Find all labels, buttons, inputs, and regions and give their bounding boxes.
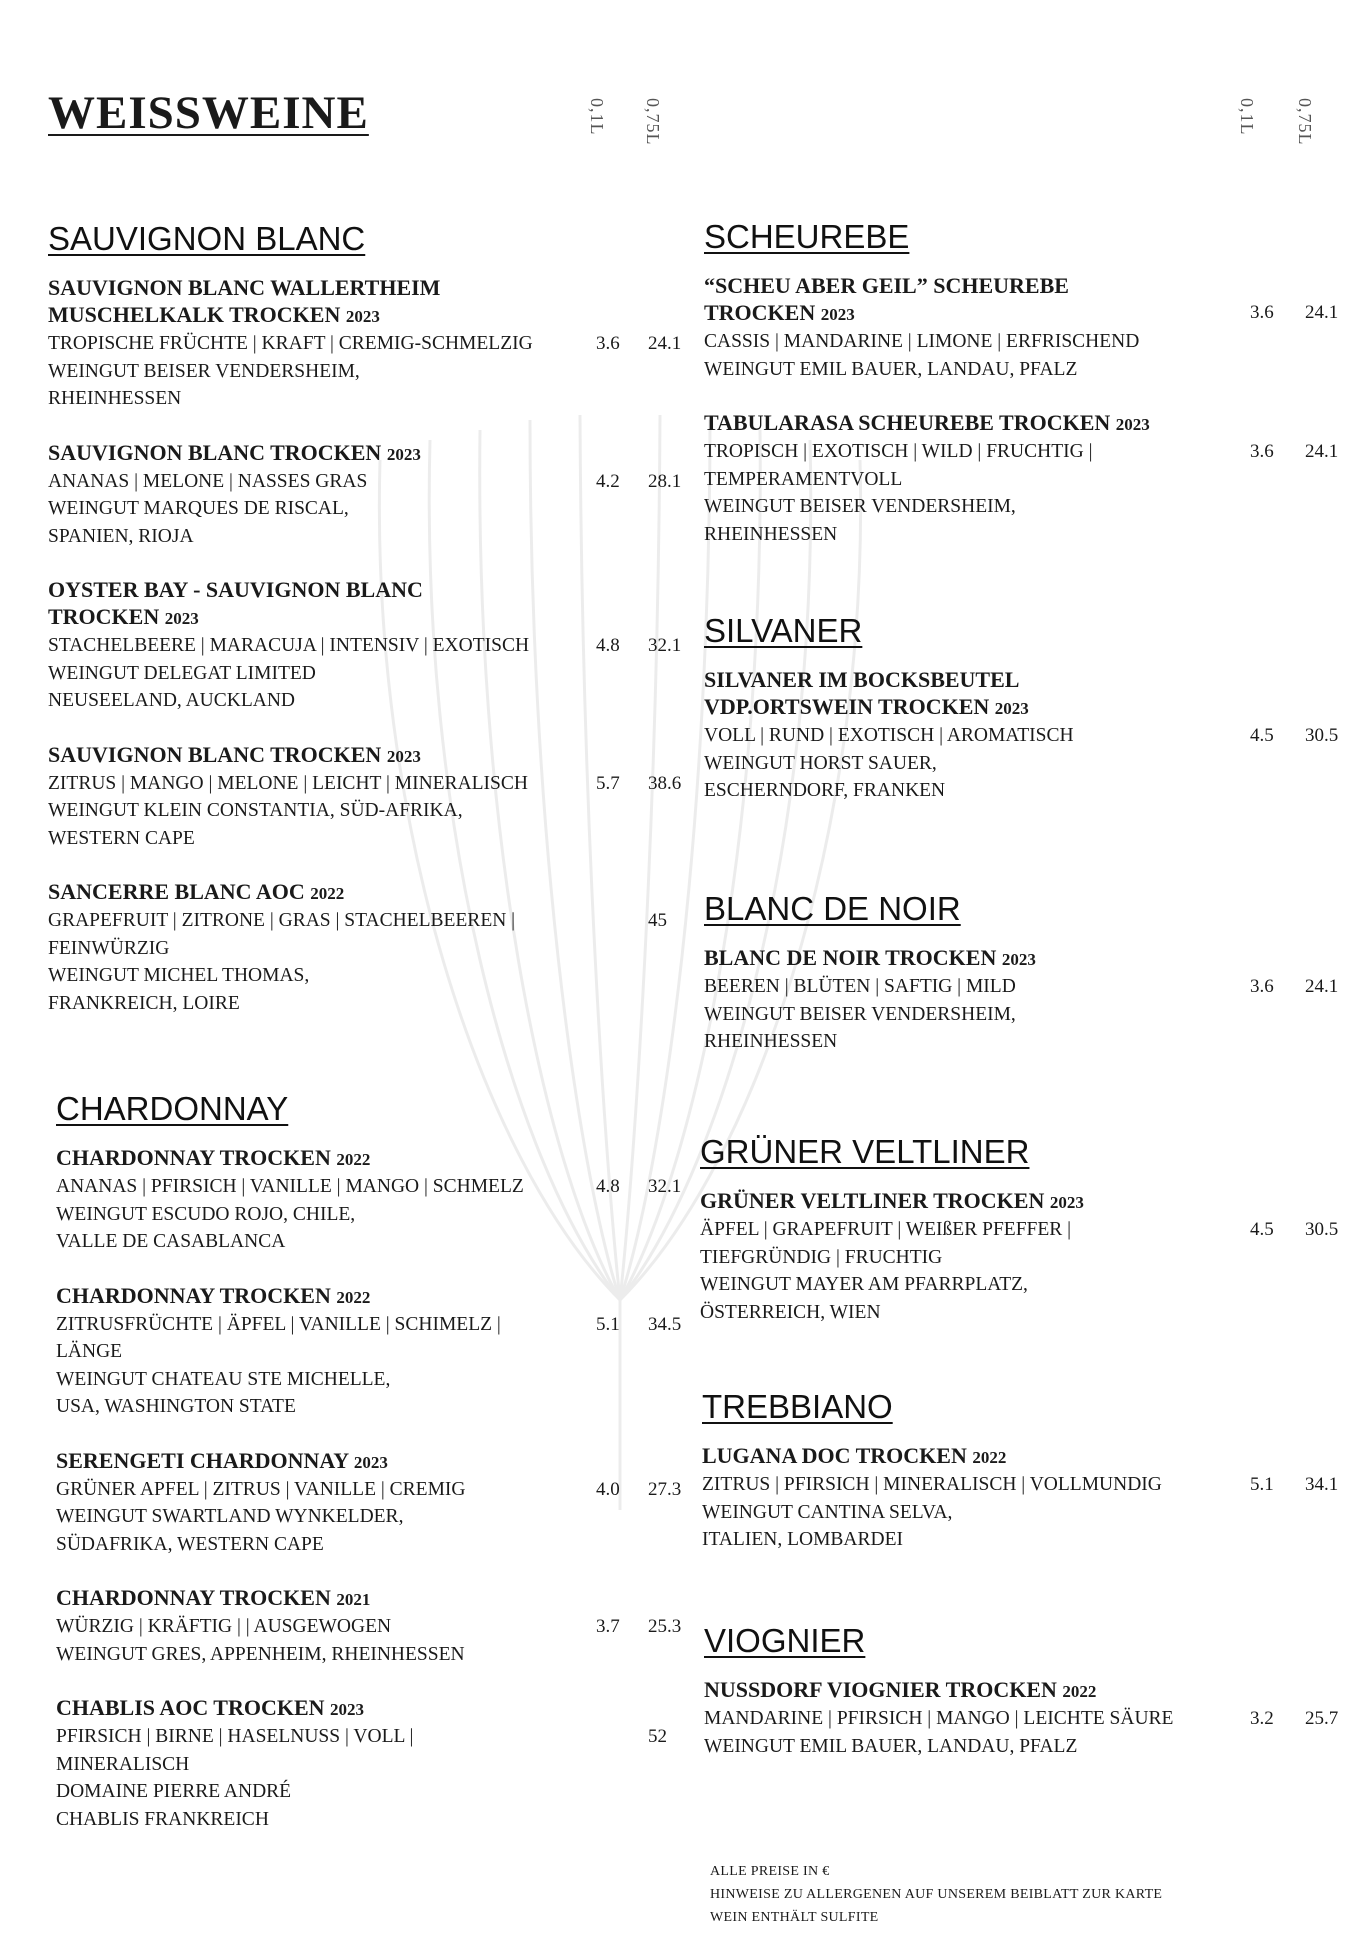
line-text: TROPISCHE FRÜCHTE | KRAFT | CREMIG-SCHMELZIG <box>48 333 533 354</box>
line-text: WEINGUT ESCUDO ROJO, CHILE, <box>56 1203 356 1225</box>
line-text: SÜDAFRIKA, WESTERN CAPE <box>56 1533 324 1555</box>
wine-item <box>48 274 682 413</box>
line-text: GRÜNER APFEL | ZITRUS | VANILLE | CREMIG <box>56 1478 466 1500</box>
section-chardonnay <box>56 1090 682 1859</box>
wine-name <box>56 1694 524 1723</box>
wine-name <box>704 1676 1173 1705</box>
line-text: WEINGUT MAYER AM PFARRPLATZ, <box>700 1274 1028 1295</box>
producer-origin <box>704 1028 1036 1056</box>
wine-name-text: SANCERRE BLANC AOC <box>48 879 305 904</box>
producer-origin <box>704 1733 1173 1761</box>
line-text: WEINGUT CANTINA SELVA, <box>702 1501 953 1523</box>
wine-item <box>700 1187 1339 1326</box>
producer-origin <box>700 1244 1084 1272</box>
line-text: WEINGUT GRES, APPENHEIM, RHEINHESSEN <box>56 1643 465 1665</box>
price-bottle: 27.3 <box>648 1478 682 1500</box>
line-text: WEINGUT MARQUES DE RISCAL, <box>48 498 349 519</box>
line-text: WESTERN CAPE <box>48 827 195 849</box>
producer-origin <box>56 1751 524 1779</box>
wine-name-line2 <box>704 693 1074 722</box>
wine-name <box>704 666 1074 693</box>
tasting-notes <box>48 770 682 798</box>
wine-item <box>56 1584 682 1668</box>
price-bottle: 32.1 <box>648 1176 682 1197</box>
line-text: VOLL | RUND | EXOTISCH | AROMATISCH <box>704 725 1074 746</box>
line-text: WEINGUT MICHEL THOMAS, <box>48 965 310 986</box>
line-text: ANANAS | PFIRSICH | VANILLE | MANGO | SCHMELZ <box>56 1176 524 1197</box>
line-text: BEEREN | BLÜTEN | SAFTIG | MILD <box>704 976 1016 997</box>
line-text: WEINGUT EMIL BAUER, LANDAU, PFALZ <box>704 358 1078 380</box>
vintage-year: 2023 <box>353 1452 388 1472</box>
section-heading: BLANC DE NOIR <box>704 890 961 927</box>
producer-origin <box>700 1299 1084 1327</box>
tasting-notes <box>704 722 1339 750</box>
tasting-notes <box>704 973 1339 1001</box>
vintage-year: 2023 <box>345 307 380 326</box>
wine-name-text: GRÜNER VELTLINER TROCKEN <box>700 1188 1045 1213</box>
price-bottle: 24.1 <box>648 333 682 354</box>
producer-origin <box>704 466 1150 494</box>
line-text: ANANAS | MELONE | NASSES GRAS <box>48 470 368 492</box>
price-glass: 5.1 <box>596 1313 620 1335</box>
line-text: WEINGUT CHATEAU STE MICHELLE, <box>56 1368 391 1390</box>
line-text: WEINGUT BEISER VENDERSHEIM, <box>48 360 360 382</box>
section-heading: SILVANER <box>704 612 863 649</box>
line-text: TIEFGRÜNDIG | FRUCHTIG <box>700 1246 943 1268</box>
vintage-year: 2023 <box>1115 415 1150 434</box>
vintage-year: 2022 <box>310 884 345 903</box>
price-glass: 3.2 <box>1250 1708 1274 1729</box>
line-text: STACHELBEERE | MARACUJA | INTENSIV | EXOTISCH <box>48 635 530 656</box>
wine-name <box>48 576 533 603</box>
price-bottle: 24.1 <box>1305 976 1339 997</box>
footer-line: HINWEISE ZU ALLERGENEN AUF UNSEREM BEIBLATT ZUR KARTE <box>710 1887 1163 1902</box>
section-heading: CHARDONNAY <box>56 1090 289 1127</box>
price-bottle: 28.1 <box>648 470 682 492</box>
line-text: MINERALISCH <box>56 1753 190 1775</box>
wine-name-text: CHABLIS AOC TROCKEN <box>56 1695 325 1720</box>
producer-origin <box>56 1531 524 1559</box>
price-glass: 3.6 <box>1250 302 1274 323</box>
vintage-year: 2023 <box>1049 1193 1084 1212</box>
producer-origin <box>704 493 1150 521</box>
producer-origin <box>56 1393 524 1421</box>
wine-name-text: SAUVIGNON BLANC TROCKEN <box>48 741 382 767</box>
price-header-small-right: 0,1L <box>1237 98 1257 136</box>
wine-name-text: BLANC DE NOIR TROCKEN <box>704 945 997 970</box>
price-bottle: 34.5 <box>648 1313 682 1335</box>
wine-name <box>56 1584 524 1613</box>
tasting-notes <box>704 1705 1339 1733</box>
line-text: RHEINHESSEN <box>704 523 838 545</box>
price-glass: 5.7 <box>596 772 620 794</box>
vintage-year: 2022 <box>972 1448 1007 1467</box>
price-glass: 4.2 <box>596 470 620 492</box>
producer-origin <box>48 358 533 386</box>
tasting-notes <box>48 907 667 935</box>
vintage-year: 2021 <box>336 1590 371 1609</box>
wine-item <box>702 1442 1339 1554</box>
wine-name-text: TABULARASA SCHEUREBE TROCKEN <box>704 410 1111 435</box>
line-text: WEINGUT DELEGAT LIMITED <box>48 662 316 684</box>
wine-name-text: CHARDONNAY TROCKEN <box>56 1585 331 1610</box>
producer-origin <box>48 687 533 715</box>
line-text: ZITRUS | MANGO | MELONE | LEICHT | MINERALISCH <box>48 772 528 794</box>
wine-name-text: MUSCHELKALK TROCKEN <box>48 302 341 327</box>
price-glass: 4.5 <box>1250 1219 1274 1240</box>
wine-name-text: SAUVIGNON BLANC TROCKEN <box>48 439 382 465</box>
line-text: USA, WASHINGTON STATE <box>56 1396 296 1417</box>
wine-name <box>56 1282 524 1311</box>
wine-item <box>56 1447 682 1559</box>
wine-item <box>704 1676 1339 1760</box>
tasting-notes <box>56 1723 667 1751</box>
price-glass: 5.1 <box>1250 1474 1274 1495</box>
line-text: VALLE DE CASABLANCA <box>56 1231 286 1252</box>
vintage-year: 2023 <box>386 444 421 464</box>
wine-item <box>704 666 1339 805</box>
section-heading: VIOGNIER <box>704 1622 866 1659</box>
price-bottle: 24.1 <box>1305 302 1339 323</box>
wine-item <box>704 272 1339 383</box>
wine-name-text: CHARDONNAY TROCKEN <box>56 1145 331 1170</box>
vintage-year: 2023 <box>994 699 1029 718</box>
vintage-year: 2022 <box>1062 1682 1097 1701</box>
price-bottle: 52 <box>648 1726 667 1747</box>
producer-origin <box>704 521 1150 549</box>
price-header-large-left: 0,75L <box>643 98 663 146</box>
price-bottle: 25.7 <box>1305 1708 1339 1729</box>
wine-item <box>704 944 1339 1056</box>
producer-origin <box>56 1503 524 1531</box>
wine-name-text: NUSSDORF VIOGNIER TROCKEN <box>704 1677 1057 1702</box>
section-heading: TREBBIANO <box>702 1388 893 1425</box>
price-bottle: 24.1 <box>1305 441 1339 462</box>
wine-name <box>704 409 1150 438</box>
line-text: CASSIS | MANDARINE | LIMONE | ERFRISCHEND <box>704 331 1140 352</box>
wine-item <box>48 576 682 715</box>
producer-origin <box>700 1271 1084 1299</box>
line-text: ITALIEN, LOMBARDEI <box>702 1529 903 1550</box>
footer-notes <box>710 1860 1162 1929</box>
section-sauvignon-blanc <box>48 220 682 1043</box>
tasting-notes <box>704 438 1339 466</box>
vintage-year: 2023 <box>386 746 421 766</box>
price-bottle: 38.6 <box>648 772 682 794</box>
tasting-notes <box>702 1471 1339 1499</box>
vintage-year: 2022 <box>336 1287 371 1307</box>
producer-origin <box>48 825 533 853</box>
wine-name <box>704 944 1036 973</box>
tasting-notes <box>56 1613 682 1641</box>
section-viognier <box>704 1622 1339 1786</box>
price-glass: 3.6 <box>1250 976 1274 997</box>
producer-origin <box>704 356 1150 384</box>
footer-line: WEIN ENTHÄLT SULFITE <box>710 1910 879 1925</box>
producer-origin <box>704 750 1074 778</box>
line-text: RHEINHESSEN <box>704 1031 838 1052</box>
line-text: LÄNGE <box>56 1341 123 1362</box>
tasting-notes <box>704 328 1150 356</box>
section-scheurebe <box>704 218 1339 574</box>
wine-name <box>48 439 533 468</box>
line-text: WÜRZIG | KRÄFTIG | | AUSGEWOGEN <box>56 1616 392 1637</box>
line-text: WEINGUT KLEIN CONSTANTIA, SÜD-AFRIKA, <box>48 800 463 821</box>
producer-origin <box>56 1806 524 1834</box>
wine-name-text: “SCHEU ABER GEIL” SCHEUREBE <box>704 273 1069 298</box>
page-title: WEISSWEINE <box>48 87 369 139</box>
section-grüner-veltliner <box>700 1133 1339 1352</box>
section-silvaner <box>704 612 1339 831</box>
producer-origin <box>48 660 533 688</box>
producer-origin <box>56 1366 524 1394</box>
footer-line: ALLE PREISE IN € <box>710 1864 830 1879</box>
wine-item <box>48 878 667 1017</box>
producer-origin <box>702 1499 1162 1527</box>
line-text: DOMAINE PIERRE ANDRÉ <box>56 1781 292 1802</box>
wine-item <box>48 439 682 551</box>
tasting-notes <box>56 1173 682 1201</box>
wine-name <box>704 272 1150 299</box>
wine-name <box>700 1187 1084 1216</box>
wine-name-line2 <box>48 301 533 330</box>
wine-item <box>56 1144 682 1256</box>
producer-origin <box>48 797 533 825</box>
vintage-year: 2023 <box>164 609 199 628</box>
line-text: WEINGUT EMIL BAUER, LANDAU, PFALZ <box>704 1735 1078 1757</box>
line-text: WEINGUT BEISER VENDERSHEIM, <box>704 496 1016 517</box>
tasting-notes <box>56 1476 682 1504</box>
price-glass: 4.5 <box>1250 725 1274 746</box>
line-text: NEUSEELAND, AUCKLAND <box>48 690 295 711</box>
line-text: SPANIEN, RIOJA <box>48 525 194 547</box>
producer-origin <box>56 1641 524 1669</box>
producer-origin <box>48 495 533 523</box>
producer-origin <box>56 1338 524 1366</box>
line-text: TROPISCH | EXOTISCH | WILD | FRUCHTIG | <box>704 441 1093 462</box>
producer-origin <box>56 1201 524 1229</box>
wine-name-text: SAUVIGNON BLANC WALLERTHEIM <box>48 275 441 300</box>
wine-name <box>48 741 533 770</box>
line-text: ÄPFEL | GRAPEFRUIT | WEIßER PFEFFER | <box>700 1219 1072 1240</box>
line-text: GRAPEFRUIT | ZITRONE | GRAS | STACHELBEEREN | <box>48 910 516 931</box>
wine-name <box>56 1447 524 1476</box>
line-text: RHEINHESSEN <box>48 388 182 409</box>
price-header-large-right: 0,75L <box>1295 98 1315 146</box>
vintage-year: 2023 <box>820 305 855 324</box>
tasting-notes <box>700 1216 1339 1244</box>
tasting-notes <box>48 632 682 660</box>
producer-origin <box>48 990 533 1018</box>
wine-name-line2 <box>704 299 1339 328</box>
line-text: ZITRUSFRÜCHTE | ÄPFEL | VANILLE | SCHIMELZ | <box>56 1313 501 1335</box>
line-text: WEINGUT HORST SAUER, <box>704 752 937 774</box>
vintage-year: 2023 <box>1001 950 1036 969</box>
line-text: WEINGUT BEISER VENDERSHEIM, <box>704 1003 1016 1025</box>
line-text: TEMPERAMENTVOLL <box>704 468 903 490</box>
line-text: ÖSTERREICH, WIEN <box>700 1301 881 1323</box>
wine-name-line2 <box>48 603 533 632</box>
wine-name <box>48 274 533 301</box>
wine-item <box>704 409 1339 548</box>
producer-origin <box>48 962 533 990</box>
producer-origin <box>48 385 533 413</box>
price-glass: 3.6 <box>596 333 620 354</box>
producer-origin <box>56 1228 524 1256</box>
price-bottle: 30.5 <box>1305 725 1339 746</box>
price-header-small-left: 0,1L <box>587 98 607 136</box>
tasting-notes <box>48 330 682 358</box>
price-bottle: 30.5 <box>1305 1219 1339 1240</box>
wine-name-text: CHARDONNAY TROCKEN <box>56 1282 331 1308</box>
line-text: FRANKREICH, LOIRE <box>48 992 240 1014</box>
wine-name <box>702 1442 1162 1471</box>
price-glass: 3.6 <box>1250 441 1274 462</box>
wine-item <box>56 1694 667 1833</box>
line-text: ZITRUS | PFIRSICH | MINERALISCH | VOLLMUNDIG <box>702 1474 1162 1495</box>
section-heading: SAUVIGNON BLANC <box>48 220 366 257</box>
producer-origin <box>56 1778 524 1806</box>
wine-name-text: TROCKEN <box>48 604 160 629</box>
section-heading: GRÜNER VELTLINER <box>700 1133 1030 1170</box>
wine-name-text: LUGANA DOC TROCKEN <box>702 1443 967 1468</box>
producer-origin <box>704 1001 1036 1029</box>
section-blanc-de-noir <box>704 890 1339 1082</box>
wine-name <box>48 878 533 907</box>
line-text: WEINGUT SWARTLAND WYNKELDER, <box>56 1506 404 1527</box>
wine-name <box>56 1144 524 1173</box>
price-bottle: 32.1 <box>648 635 682 656</box>
tasting-notes <box>56 1311 682 1339</box>
price-bottle: 34.1 <box>1305 1474 1339 1495</box>
line-text: FEINWÜRZIG <box>48 937 170 959</box>
price-glass: 3.7 <box>596 1616 620 1637</box>
wine-item <box>56 1282 682 1421</box>
wine-name-text: SERENGETI CHARDONNAY <box>56 1447 349 1473</box>
line-text: MANDARINE | PFIRSICH | MANGO | LEICHTE SÄURE <box>704 1708 1174 1729</box>
wine-name-text: SILVANER IM BOCKSBEUTEL <box>704 667 1020 692</box>
wine-name-text: TROCKEN <box>704 300 816 325</box>
section-heading: SCHEUREBE <box>704 218 910 255</box>
vintage-year: 2022 <box>336 1150 371 1169</box>
producer-origin <box>704 777 1074 805</box>
producer-origin <box>48 935 533 963</box>
price-glass: 4.0 <box>596 1478 620 1500</box>
price-glass: 4.8 <box>596 635 620 656</box>
wine-name-text: VDP.ORTSWEIN TROCKEN <box>704 694 990 719</box>
wine-item <box>48 741 682 853</box>
line-text: CHABLIS FRANKREICH <box>56 1808 269 1830</box>
price-bottle: 45 <box>648 910 667 931</box>
section-trebbiano <box>702 1388 1339 1580</box>
wine-name-text: OYSTER BAY - SAUVIGNON BLANC <box>48 577 423 602</box>
vintage-year: 2023 <box>330 1700 365 1719</box>
line-text: PFIRSICH | BIRNE | HASELNUSS | VOLL | <box>56 1726 414 1747</box>
price-glass: 4.8 <box>596 1176 620 1197</box>
price-bottle: 25.3 <box>648 1616 682 1637</box>
producer-origin <box>702 1526 1162 1554</box>
line-text: ESCHERNDORF, FRANKEN <box>704 780 946 801</box>
producer-origin <box>48 523 533 551</box>
tasting-notes <box>48 468 682 496</box>
